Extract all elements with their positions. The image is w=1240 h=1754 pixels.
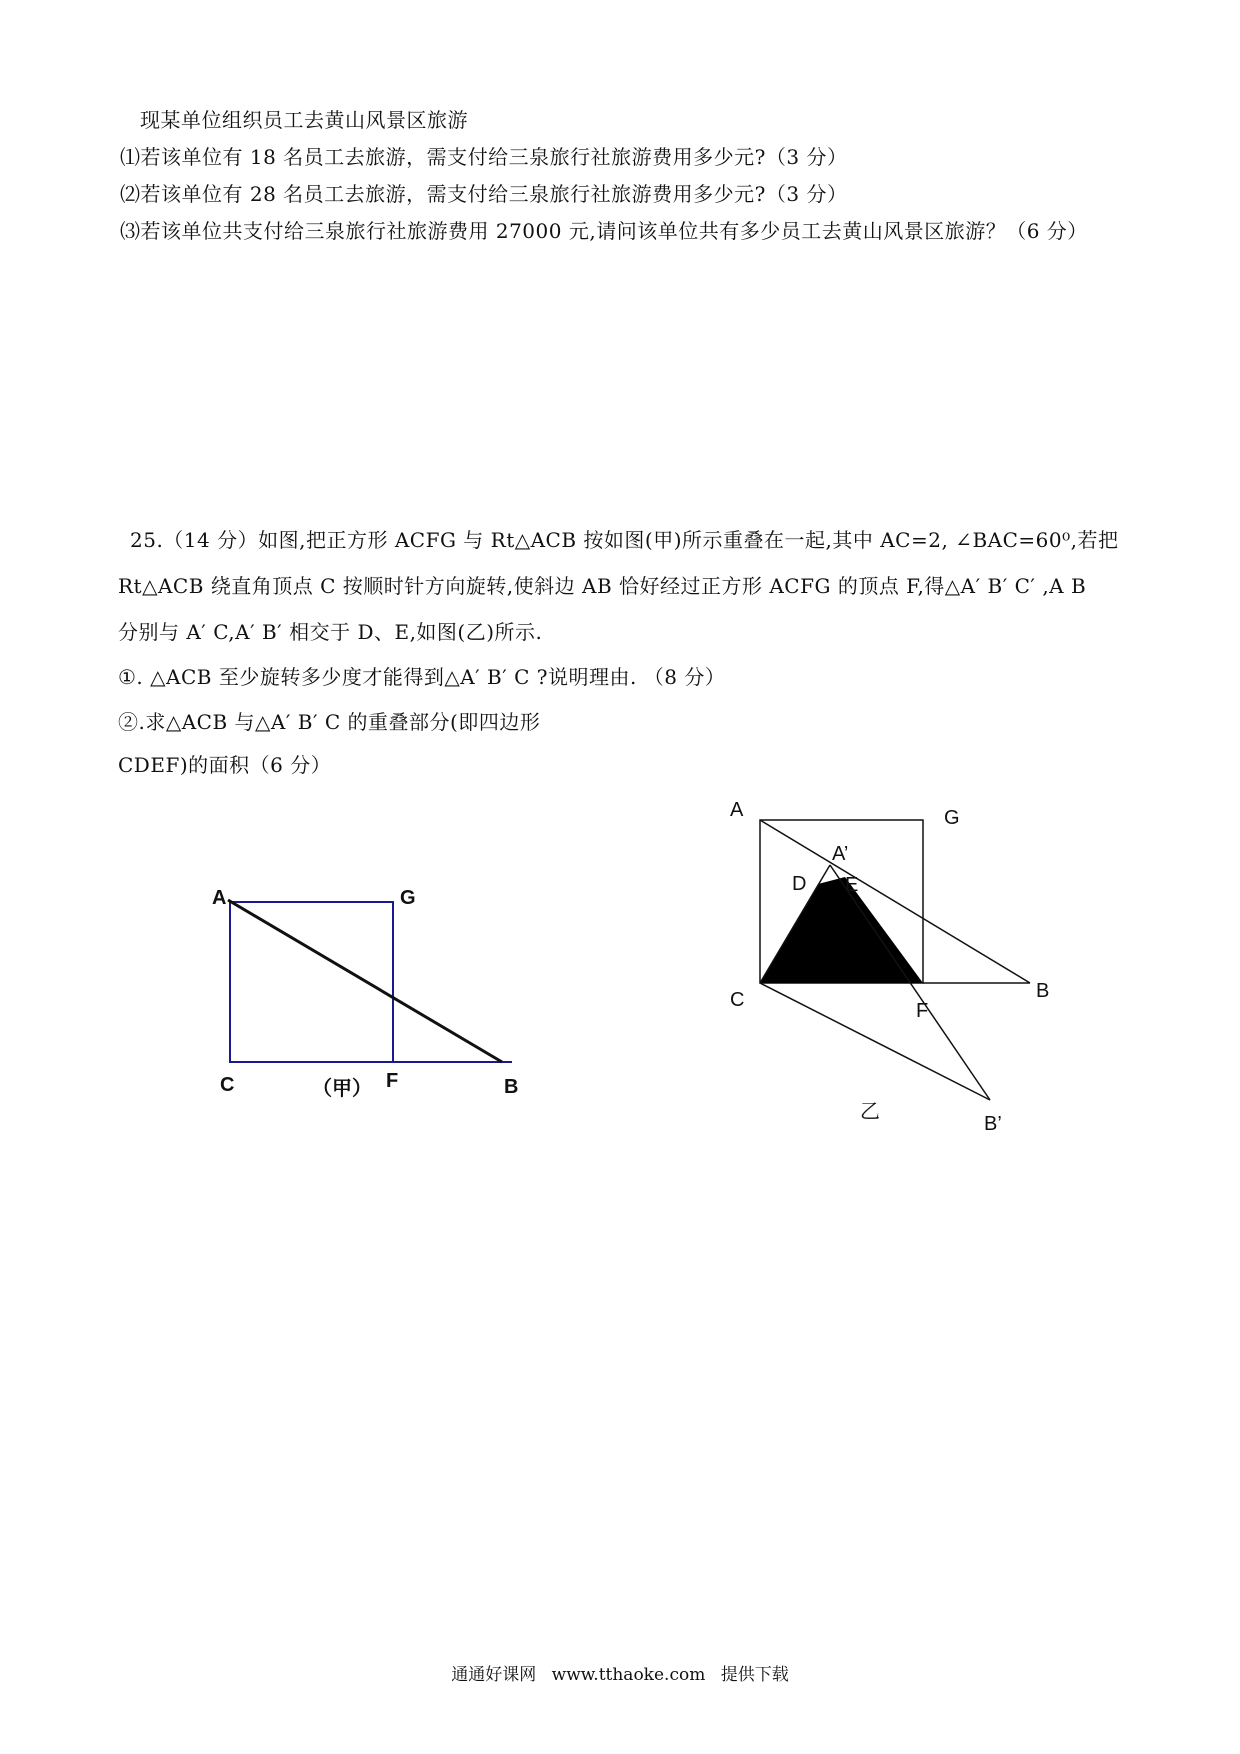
figure-yi (720, 780, 1100, 1180)
page-footer (0, 1660, 1240, 1685)
label-f: F (916, 1000, 929, 1022)
label-g: G (944, 807, 960, 829)
problem24-intro: 现某单位组织员工去黄山风景区旅游 (140, 108, 468, 132)
label-b: B (1036, 980, 1050, 1002)
footer-suffix: 提供下载 (720, 1665, 789, 1685)
problem25-statement-line-1: 25.（14 分）如图,把正方形 ACFG 与 Rt△ACB 按如图(甲)所示重叠在一起,其中 AC=2, ∠BAC=60⁰,若把 (130, 528, 1119, 552)
figure-jia (200, 880, 560, 1110)
label-d: D (792, 873, 807, 895)
figure-caption-jia: （甲） (312, 1078, 372, 1100)
label-e: E (845, 874, 859, 896)
label-c: C (730, 989, 745, 1011)
label-a-prime: A’ (832, 843, 849, 865)
label-f: F (386, 1070, 399, 1092)
label-g: G (400, 887, 416, 909)
footer-url[interactable]: www.tthaoke.com (551, 1665, 706, 1685)
footer-site-name: 通通好课网 (451, 1665, 537, 1685)
problem24-question-2: ⑵若该单位有 28 名员工去旅游，需支付给三泉旅行社旅游费用多少元?（3 分） (120, 182, 848, 206)
label-b-prime: B’ (984, 1113, 1002, 1135)
problem24-question-3: ⑶若该单位共支付给三泉旅行社旅游费用 27000 元,请问该单位共有多少员工去黄山风景区旅游？（6 分） (120, 219, 1088, 243)
problem25-statement-line-3: 分别与 A′ C,A′ B′ 相交于 D、E,如图(乙)所示. (118, 620, 543, 644)
problem25-subquestion-2-line-1: ②.求△ACB 与△A′ B′ C 的重叠部分(即四边形 (118, 710, 541, 734)
label-a: A (212, 887, 227, 909)
problem25-subquestion-2-line-2: CDEF)的面积（6 分） (118, 753, 332, 777)
problem25-subquestion-1: ①. △ACB 至少旋转多少度才能得到△A′ B′ C ?说明理由. （8 分） (118, 665, 726, 689)
hypotenuse-ab (228, 900, 502, 1062)
problem25-statement-line-2: Rt△ACB 绕直角顶点 C 按顺时针方向旋转,使斜边 AB 恰好经过正方形 ACFG 的顶点 F,得△A′ B′ C′ ,A B (118, 574, 1087, 598)
overlap-region-cdef (760, 877, 923, 983)
figure-caption-yi: 乙 (860, 1101, 880, 1123)
problem24-question-1: ⑴若该单位有 18 名员工去旅游，需支付给三泉旅行社旅游费用多少元?（3 分） (120, 145, 848, 169)
label-c: C (220, 1074, 235, 1096)
label-a: A (730, 799, 744, 821)
label-b: B (504, 1076, 519, 1098)
line-c-bprime (760, 983, 990, 1100)
